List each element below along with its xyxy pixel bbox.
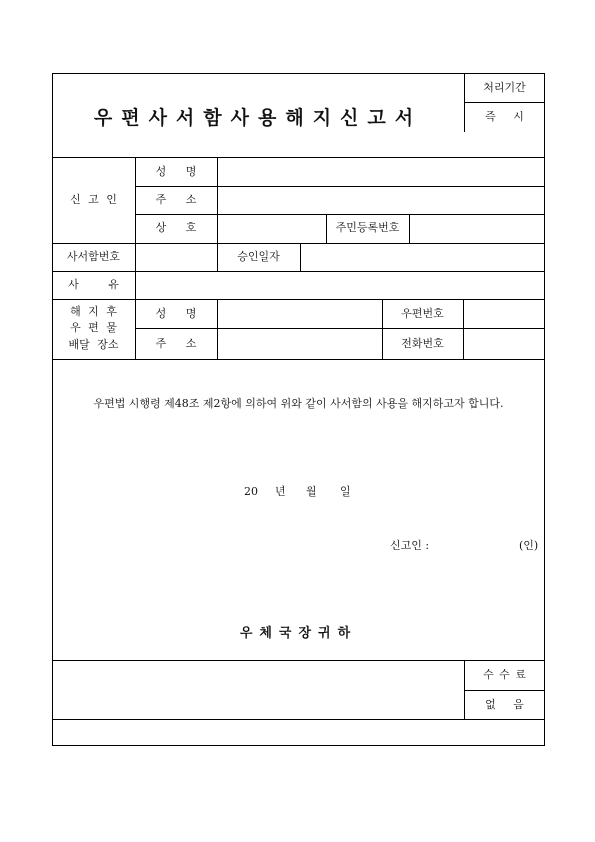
divider	[52, 157, 545, 158]
divider	[463, 299, 464, 359]
delivery-place-label-2: 우 편 물	[70, 321, 117, 334]
postal-code-label: 우편번호	[401, 307, 444, 320]
phone-label: 전화번호	[401, 337, 444, 350]
statement-text: 우편법 시행령 제48조 제2항에 의하여 위와 같이 사서함의 사용을 해지하고자 합니다.	[93, 397, 504, 410]
date-month: 월	[306, 485, 317, 498]
divider	[464, 102, 545, 103]
divider	[135, 328, 545, 329]
date-day: 일	[340, 485, 351, 498]
reporter-business-label: 상 호	[155, 221, 197, 234]
resident-no-label: 주민등록번호	[335, 221, 400, 234]
delivery-address-label: 주 소	[155, 337, 197, 350]
divider	[52, 359, 545, 360]
divider	[217, 157, 218, 243]
divider	[135, 271, 136, 299]
date-year: 년	[275, 485, 286, 498]
divider	[52, 719, 545, 720]
divider	[300, 243, 301, 271]
signature-label: 신고인 :	[390, 539, 430, 552]
processing-period-value: 즉 시	[485, 110, 524, 123]
divider	[52, 299, 545, 300]
reporter-label: 신 고 인	[70, 193, 117, 206]
divider	[135, 214, 545, 215]
delivery-name-label: 성 명	[155, 307, 197, 320]
divider	[409, 214, 410, 243]
divider	[217, 299, 218, 359]
delivery-place-label-3: 배달 장소	[68, 338, 119, 351]
form-title: 우편사서함사용해지신고서	[93, 107, 423, 129]
fee-label: 수 수 료	[483, 668, 526, 681]
reporter-address-label: 주 소	[155, 193, 197, 206]
processing-period-label: 처리기간	[483, 81, 526, 94]
date-year-prefix: 20	[244, 485, 258, 498]
divider	[135, 243, 136, 271]
delivery-place-label-1: 해 지 후	[70, 305, 117, 318]
approval-date-label: 승인일자	[237, 250, 280, 263]
divider	[135, 186, 545, 187]
po-box-no-label: 사서함번호	[66, 250, 121, 263]
addressee: 우체국장귀하	[239, 626, 358, 641]
divider	[464, 690, 545, 691]
fee-value: 없 음	[485, 698, 524, 711]
divider	[52, 660, 545, 661]
reason-label: 사 유	[68, 278, 119, 291]
divider	[52, 243, 545, 244]
divider	[52, 271, 545, 272]
seal-mark: (인)	[519, 539, 539, 552]
reporter-name-label: 성 명	[155, 165, 197, 178]
